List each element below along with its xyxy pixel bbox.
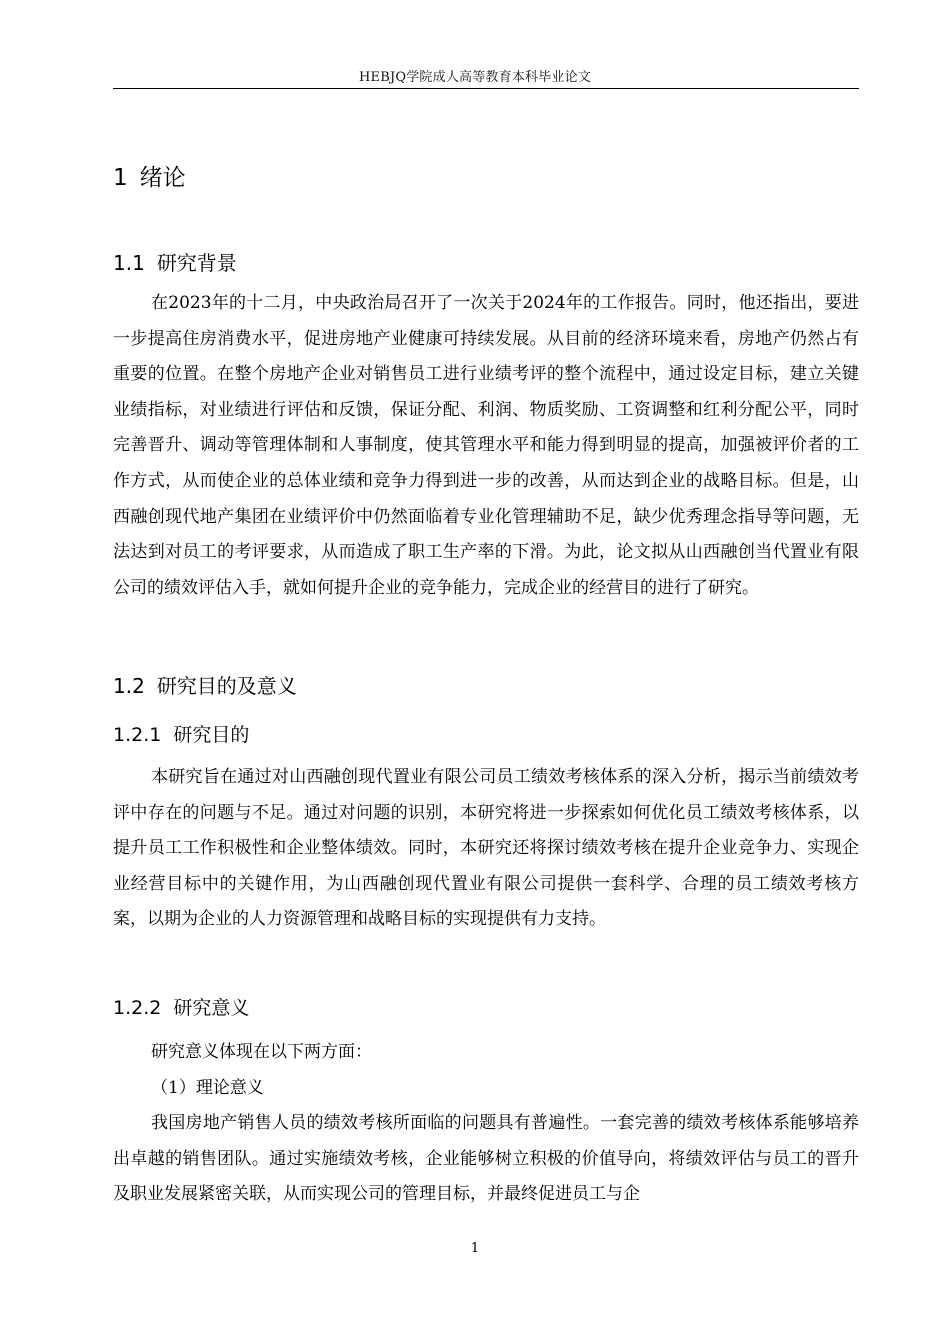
section-heading-purpose-significance: [113, 671, 297, 701]
subsection-title: 研究意义: [173, 997, 250, 1019]
paragraph-purpose: 本研究旨在通过对山西融创现代置业有限公司员工绩效考核体系的深入分析，揭示当前绩效考评中存在的问题与不足。通过对问题的识别，本研究将进一步探索如何优化员工绩效考核体系，以提升员工工作积极性和企业整体绩效。同时，本研究还将探讨绩效考核在提升企业竞争力、实现企业经营目标中的关键作用，为山西融创现代置业有限公司提供一套科学、合理的员工绩效考核方案，以期为企业的人力资源管理和战略目标的实现提供有力支持。: [113, 767, 859, 930]
running-header: HEBJQ学院成人高等教育本科毕业论文: [358, 70, 592, 85]
header-divider: [113, 88, 859, 89]
significance-intro: 研究意义体现在以下两方面：: [151, 1042, 372, 1062]
subsection-number: 1.2.2: [113, 997, 162, 1019]
subsection-heading-significance: [113, 993, 249, 1023]
section-heading-background: [113, 248, 237, 278]
paragraph-background: 在2023年的十二月，中央政治局召开了一次关于2024年的工作报告。同时，他还指出，要进一步提高住房消费水平，促进房地产业健康可持续发展。从目前的经济环境来看，房地产仍然占有重要的位置。在整个房地产企业对销售员工进行业绩考评的整个流程中，通过设定目标，建立关键业绩指标，对业绩进行评估和反馈，保证分配、利润、物质奖励、工资调整和红利分配公平，同时完善晋升、调动等管理体制和人事制度，使其管理水平和能力得到明显的提高，加强被评价者的工作方式，从而使企业的总体业绩和竞争力得到进一步的改善，从而达到企业的战略目标。但是，山西融创现代地产集团在业绩评价中仍然面临着专业化管理辅助不足，缺少优秀理念指导等问题，无法达到对员工的考评要求，从而造成了职工生产率的下滑。为此，论文拟从山西融创当代置业有限公司的绩效评估入手，就如何提升企业的竞争能力，完成企业的经营目的进行了研究。: [113, 293, 859, 598]
subsection-heading-purpose: [113, 720, 249, 750]
page-number: 1: [470, 1241, 480, 1256]
subsection-title: 研究目的: [173, 724, 250, 746]
section-title: 研究背景: [156, 251, 237, 275]
section-number: 1.1: [113, 251, 145, 275]
chapter-heading: [113, 160, 186, 196]
section-title: 研究目的及意义: [156, 674, 297, 698]
chapter-title: 绪论: [139, 165, 186, 191]
paragraph-theoretical-significance: 我国房地产销售人员的绩效考核所面临的问题具有普遍性。一套完善的绩效考核体系能够培养出卓越的销售团队。通过实施绩效考核，企业能够树立积极的价值导向，将绩效评估与员工的晋升及职业发展紧密关联，从而实现公司的管理目标，并最终促进员工与企: [113, 1113, 859, 1205]
significance-item-label: （1）理论意义: [151, 1078, 264, 1098]
section-number: 1.2: [113, 674, 145, 698]
chapter-number: 1: [113, 165, 128, 191]
subsection-number: 1.2.1: [113, 724, 162, 746]
